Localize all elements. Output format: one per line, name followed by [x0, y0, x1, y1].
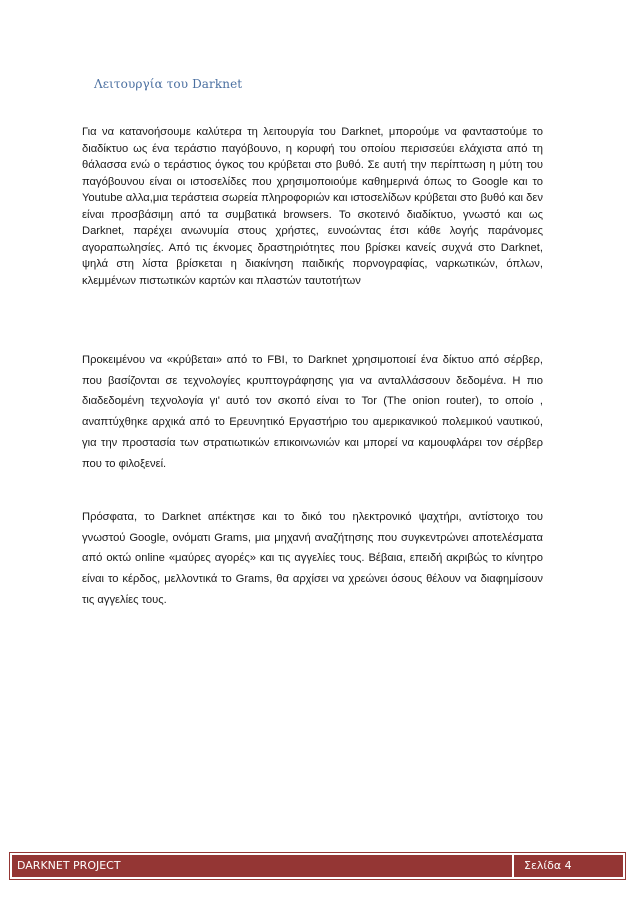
footer-page-number: Σελίδα 4 — [524, 859, 572, 872]
paragraph-2: Προκειμένου να «κρύβεται» από το FBI, το Darknet χρησιμοποιεί ένα δίκτυο από σέρβερ, που βασίζονται σε τεχνολογίες κρυπτογράφησης για να ανταλλάσσουν δεδομένα. Η πιο διαδεδομένη τεχνολογία γι' αυτό τον σκοπό είναι το Tor (The onion router), το οποίο , αναπτύχθηκε αρχικά από το Ερευνητικό Εργαστήριο του αμερικανικού πολεμικού ναυτικού, για την προστασία των στρατιωτικών επικοινωνιών και μπορεί να καμουφλάρει τον σέρβερ που το φιλοξενεί. — [82, 354, 543, 470]
section-heading: Λειτουργία του Darknet — [94, 77, 243, 91]
footer-divider — [512, 855, 514, 877]
paragraph-3: Πρόσφατα, το Darknet απέκτησε και το δικό του ηλεκτρονικό ψαχτήρι, αντίστοιχο του γνωστού Google, ονόματι Grams, μια μηχανή αναζήτησης που συγκεντρώνει αποτελέσματα από οκτώ online «μαύρες αγορές» και τις αγγελίες τους. Βέβαια, επειδή ακριβώς το κίνητρο είναι το κέρδος, μελλοντικά το Grams, θα αρχίσει να χρεώνει όσους θέλουν να διαφημίσουν τις αγγελίες τους. — [82, 511, 543, 606]
paragraph-1: Για να κατανοήσουμε καλύτερα τη λειτουργία του Darknet, μπορούμε να φανταστούμε το διαδίκτυο ως ένα τεράστιο παγόβουνο, η κορυφή του οποίου περισσεύει ελάχιστα από τη θάλασσα ενώ ο τεράστιος όγκος του κρύβεται στο βυθό. Σε αυτή την περίπτωση η μύτη του παγόβουνου είναι οι ιστοσελίδες που χρησιμοποιούμε καθημερινά όπως το Google και το Youtube αλλα,μια τεράστεια σωρεία πληροφοριών και ιστοσελίδων κρύβεται στο βυθό και δεν είναι προσβάσιμη από τα συμβατικά browsers. Το σκοτεινό διαδίκτυο, γνωστό και ως Darknet, παρέχει ανωνυμία στους χρήστες, ευνοώντας έτσι κάθε λογής παράνομες αγοραπωλησίες. Από τις έκνομες δραστηριότητες που βρίσκει κανείς συχνά στο Darknet, ψηλά στη λίστα βρίσκεται η διακίνηση παιδικής πορνογραφίας, ναρκωτικών, όπλων, κλεμμένων πιστωτικών καρτών και πλαστών ταυτοτήτων — [82, 126, 543, 287]
footer-project-title: DARKNET PROJECT — [17, 859, 121, 872]
page-footer — [10, 853, 625, 879]
